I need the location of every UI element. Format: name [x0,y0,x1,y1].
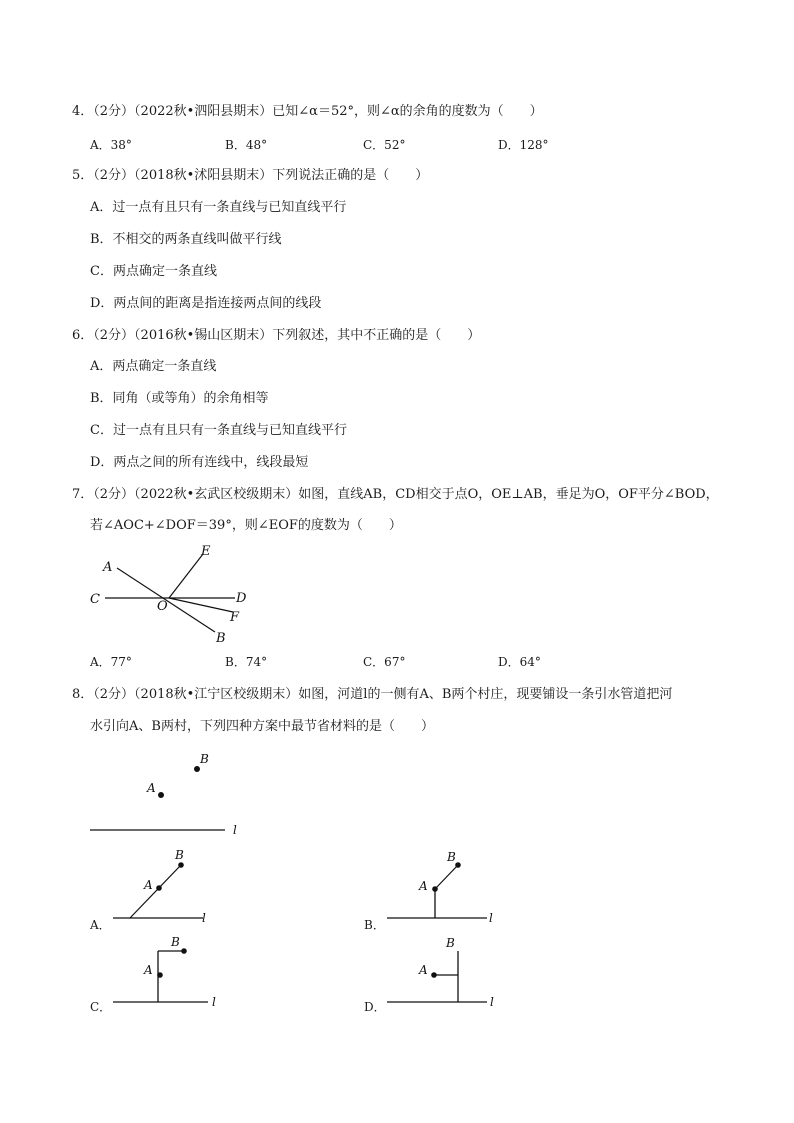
label-l: l [489,911,493,925]
q6-option-b[interactable]: B．同角（或等角）的余角相等 [90,391,269,406]
label-l: l [233,823,237,837]
label-l: l [202,911,206,925]
label-f: F [230,610,240,625]
q5-stem: 5．（2分）（2018秋•沭阳县期末）下列说法正确的是（ ） [72,168,429,183]
q8-option-d-label[interactable]: D． [364,1000,386,1014]
ray-of [169,598,233,612]
ray-oe [169,554,203,598]
q8-option-a-figure[interactable] [108,848,218,926]
label-l: l [212,995,216,1009]
pipe [130,865,181,918]
q7-stem-continued: 若∠AOC+∠DOF＝39°，则∠EOF的度数为（ ） [90,518,402,533]
q7-option-d[interactable]: D．64° [498,655,541,669]
label-a: A [419,879,428,893]
q8-option-b-label[interactable]: B． [364,918,385,932]
q6-option-a[interactable]: A．两点确定一条直线 [90,359,217,374]
q8-option-d-figure[interactable] [382,932,502,1010]
q7-option-c[interactable]: C．67° [363,655,406,669]
label-b: B [447,850,456,864]
village-a-dot [431,972,437,978]
village-b-dot [178,862,184,868]
q4-option-c[interactable]: C．52° [363,138,406,152]
label-b: B [175,848,184,862]
q7-stem: 7．（2分）（2022秋•玄武区校级期末）如图，直线AB，CD相交于点O，OE⊥AB，垂足为O，OF平分∠BOD， [72,487,719,502]
label-l: l [490,995,494,1009]
q5-option-c[interactable]: C．两点确定一条直线 [90,264,217,279]
q8-option-c-label[interactable]: C． [90,1000,112,1014]
label-c: C [90,592,100,607]
q4-option-a[interactable]: A．38° [90,138,132,152]
label-a: A [144,963,153,977]
label-b: B [171,935,180,949]
q6-stem: 6．（2分）（2016秋•锡山区期末）下列叙述，其中不正确的是（ ） [72,328,481,343]
q8-main-figure [85,745,265,840]
q7-figure [85,540,265,650]
q7-option-b[interactable]: B．74° [225,655,268,669]
label-b: B [446,936,455,950]
q6-option-c[interactable]: C．过一点有且只有一条直线与已知直线平行 [90,423,347,438]
village-b-dot [194,766,200,772]
label-a: A [103,560,113,575]
q8-stem-continued: 水引向A、B两村，下列四种方案中最节省材料的是（ ） [90,719,434,734]
village-b-dot [455,862,461,868]
label-a: A [147,781,156,795]
label-e: E [201,544,211,559]
label-b: B [216,631,226,646]
pipe-diagonal [435,865,458,889]
q4-option-b[interactable]: B．48° [225,138,268,152]
q7-option-a[interactable]: A．77° [90,655,132,669]
q4-stem: 4．（2分）（2022秋•泗阳县期末）已知∠α＝52°，则∠α的余角的度数为（ ） [72,104,543,119]
q4-option-d[interactable]: D．128° [498,138,549,152]
label-a: A [419,963,428,977]
q8-stem: 8．（2分）（2018秋•江宁区校级期末）如图，河道l的一侧有A、B两个村庄，现要铺设一条引水管道把河 [72,687,673,702]
village-a-dot [157,972,163,978]
q8-option-b-figure[interactable] [382,848,502,926]
q5-option-d[interactable]: D．两点间的距离是指连接两点间的线段 [90,296,322,311]
q5-option-b[interactable]: B．不相交的两条直线叫做平行线 [90,232,282,247]
label-d: D [236,591,247,606]
label-o: O [157,599,168,614]
village-b-dot [181,948,187,954]
label-a: A [144,878,153,892]
village-a-dot [432,886,438,892]
q6-option-d[interactable]: D．两点之间的所有连线中，线段最短 [90,455,309,470]
label-b: B [200,752,209,766]
q8-option-c-figure[interactable] [108,932,228,1010]
q8-option-a-label[interactable]: A． [90,918,111,932]
village-a-dot [158,792,164,798]
village-a-dot [156,885,162,891]
q5-option-a[interactable]: A．过一点有且只有一条直线与已知直线平行 [90,200,347,215]
